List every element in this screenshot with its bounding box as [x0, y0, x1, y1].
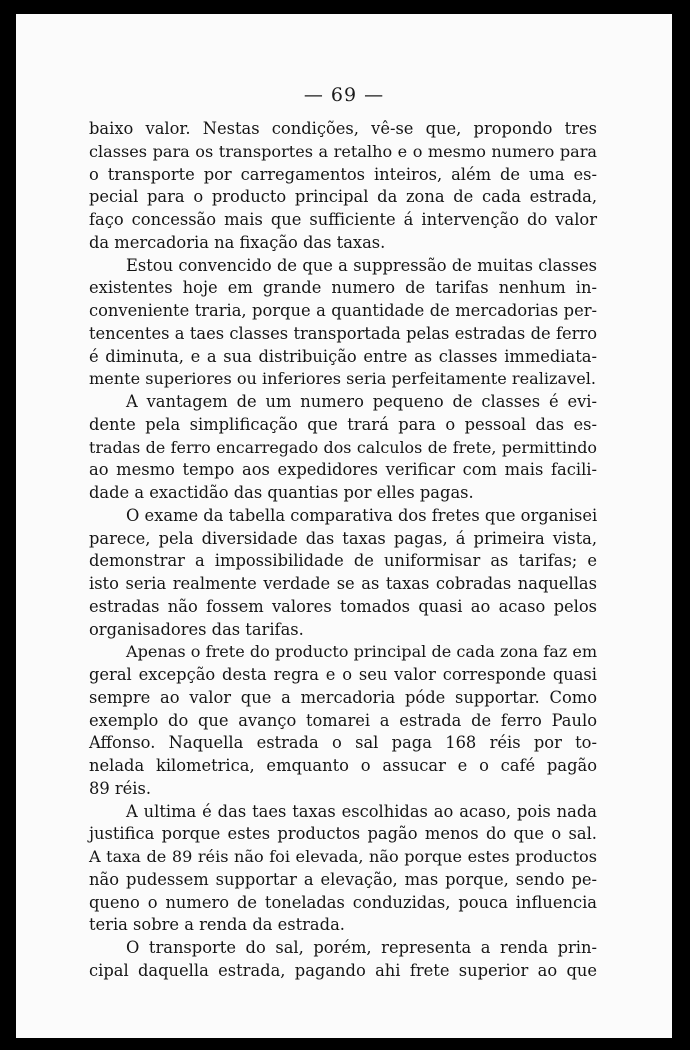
text-line: isto seria realmente verdade se as taxas cobradas naquellas: [89, 574, 597, 593]
text-line: dade a exactidão das quantias por elles pagas.: [89, 483, 474, 502]
text-line: classes para os transportes a retalho e o mesmo numero para: [89, 141, 597, 161]
text-line: da mercadoria na fixação das taxas.: [89, 232, 386, 252]
text-line: é diminuta, e a sua distribuição entre as classes immediata-: [89, 346, 597, 366]
text-line: ao mesmo tempo aos expedidores verificar com mais facili-: [89, 460, 597, 480]
text-line: justifica porque estes productos pagão menos do que o sal.: [89, 824, 597, 844]
text-line: o transporte por carregamentos inteiros, além de uma es-: [89, 164, 597, 184]
body-text: [89, 118, 597, 983]
text-line: pecial para o producto principal da zona de cada estrada,: [89, 187, 597, 207]
text-line: não pudessem supportar a elevação, mas porque, sendo pe-: [89, 869, 597, 889]
text-line: sempre ao valor que a mercadoria póde supportar. Como: [89, 687, 597, 707]
text-line: O transporte do sal, porém, representa a renda prin-: [126, 938, 597, 957]
text-line: A taxa de 89 réis não foi elevada, não porque estes productos: [89, 847, 597, 866]
text-line: tencentes a taes classes transportada pelas estradas de ferro: [89, 323, 597, 343]
text-line: demonstrar a impossibilidade de uniformisar as tarifas; e: [89, 551, 597, 571]
text-line: A vantagem de um numero pequeno de classes é evi-: [126, 392, 597, 411]
text-line: Affonso. Naquella estrada o sal paga 168 réis por to-: [89, 733, 597, 753]
text-line: O exame da tabella comparativa dos fretes que organisei: [126, 505, 598, 525]
text-line: Estou convencido de que a suppressão de muitas classes: [126, 255, 597, 275]
text-line: mente superiores ou inferiores seria perfeitamente realizavel.: [89, 369, 596, 389]
text-line: teria sobre a renda da estrada.: [89, 915, 345, 935]
text-line: geral excepção desta regra e o seu valor corresponde quasi: [89, 665, 597, 684]
text-line: conveniente traria, porque a quantidade de mercadorias per-: [89, 301, 597, 320]
text-line: Apenas o frete do producto principal de cada zona faz em: [126, 642, 598, 662]
text-line: tradas de ferro encarregado dos calculos de frete, permittindo: [89, 437, 597, 457]
text-line: A ultima é das taes taxas escolhidas ao acaso, pois nada: [126, 801, 597, 821]
text-line: nelada kilometrica, emquanto o assucar e o café pagão: [89, 756, 597, 775]
text-line: dente pela simplificação que trará para o pessoal das es-: [89, 414, 597, 434]
text-line: exemplo do que avanço tomarei a estrada de ferro Paulo: [89, 710, 597, 730]
text-line: parece, pela diversidade das taxas pagas, á primeira vista,: [89, 528, 597, 548]
text-line: existentes hoje em grande numero de tarifas nenhum in-: [89, 278, 597, 298]
text-line: organisadores das tarifas.: [89, 619, 304, 639]
page-number: — 69 —: [303, 84, 385, 106]
text-line: cipal daquella estrada, pagando ahi frete superior ao que: [89, 960, 597, 980]
text-line: estradas não fossem valores tomados quasi ao acaso pelos: [89, 596, 597, 616]
text-line: queno o numero de toneladas conduzidas, pouca influencia: [89, 892, 597, 912]
text-line: faço concessão mais que sufficiente á intervenção do valor: [89, 210, 597, 229]
document-page: [16, 14, 672, 1038]
text-line: baixo valor. Nestas condições, vê-se que, propondo tres: [89, 119, 597, 138]
text-line: 89 réis.: [89, 778, 152, 798]
